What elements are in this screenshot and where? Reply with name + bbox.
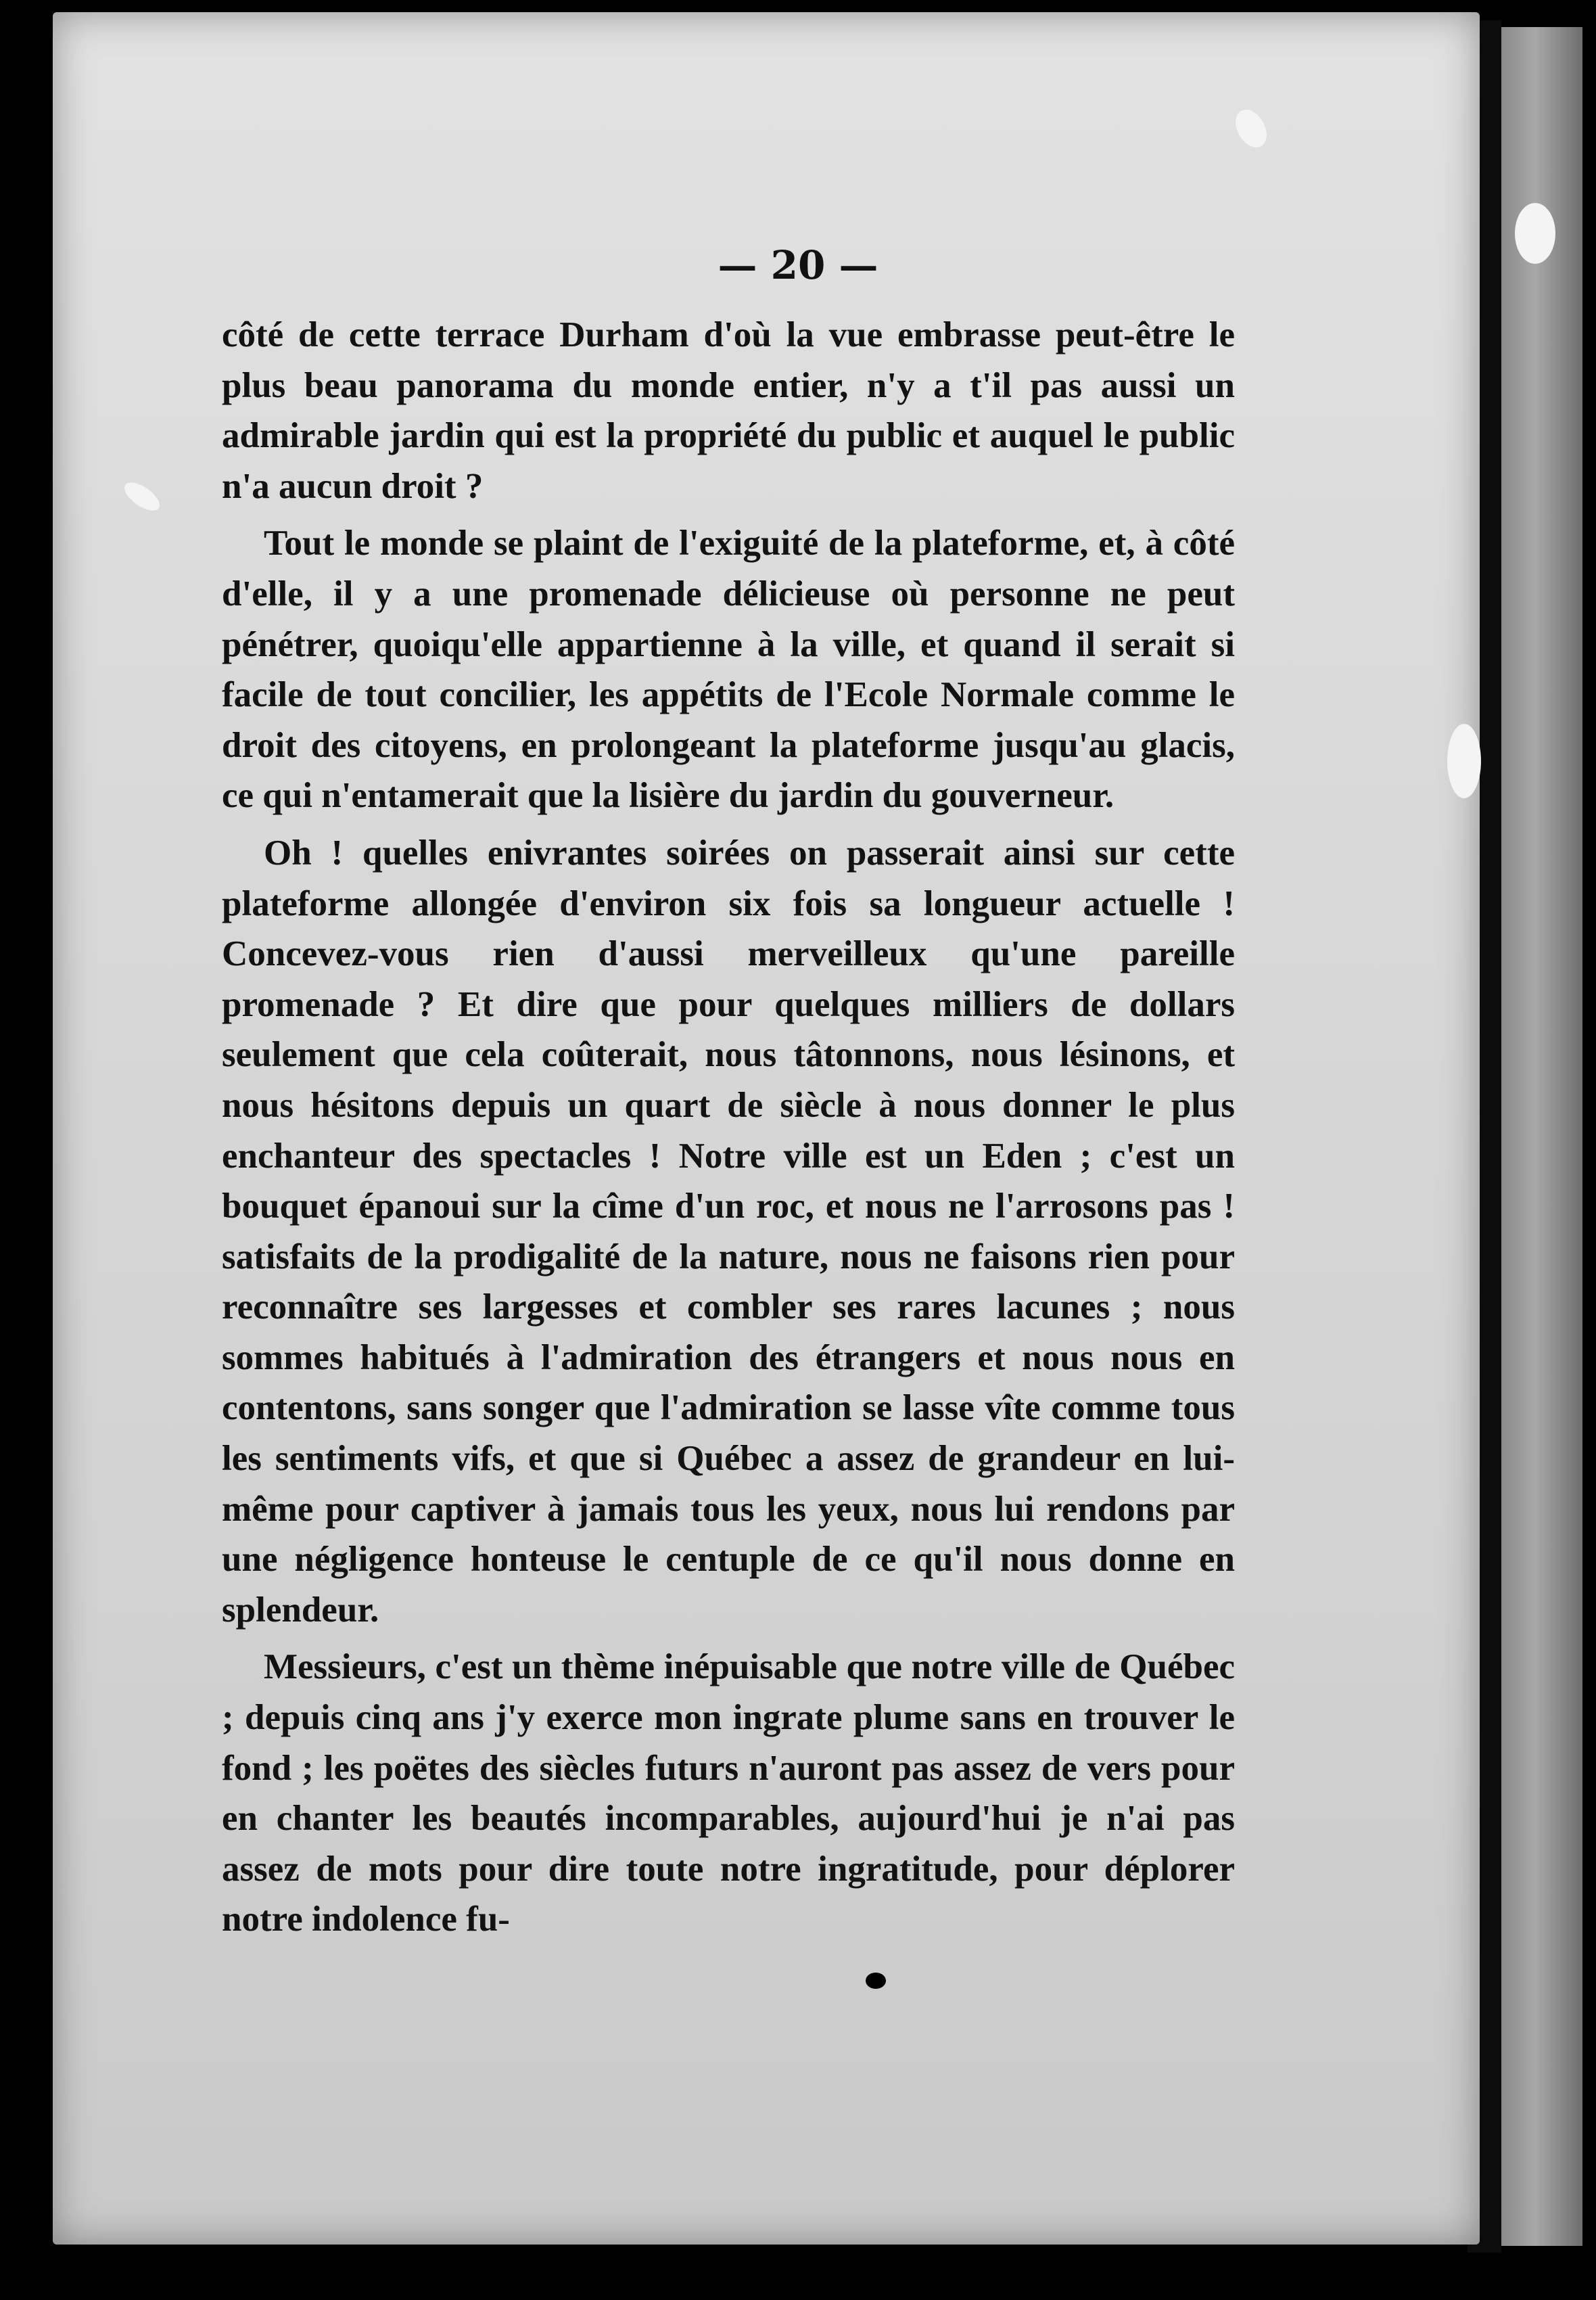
paragraph: Messieurs, c'est un thème inépuisable que notre ville de Québec ; depuis cinq ans j'y exerce mon ingrate plume sans en trouver le fond ; les poëtes des siècles futurs n'auront pas assez de vers pour en chanter les beautés incomparables, aujourd'hui je n'ai pas assez de mots pour dire toute notre ingratitude, pour déplorer notre indolence fu- bbox=[222, 1647, 1235, 1939]
paragraph: Tout le monde se plaint de l'exiguité de la plateforme, et, à côté d'elle, il y a une promenade délicieuse où personne ne peut pénétrer, quoiqu'elle appartienne à la ville, et quand il serait si facile de tout concilier, les appétits de l'Ecole Normale comme le droit des citoyens, en prolongeant la plateforme jusqu'au glacis, ce qui n'entamerait que la lisière du jardin du gouverneur. bbox=[222, 524, 1235, 816]
body-text bbox=[222, 310, 1235, 1952]
ink-blot bbox=[866, 1973, 886, 1989]
paragraph-continuation: côté de cette terrace Durham d'où la vue embrasse peut-être le plus beau panorama du monde entier, n'y a t'il pas aussi un admirable jardin qui est la propriété du public et auquel le public n'a aucun droit ? bbox=[222, 315, 1235, 506]
paragraph: Oh ! quelles enivrantes soirées on passerait ainsi sur cette plateforme allongée d'environ six fois sa longueur actuelle ! Concevez-vous rien d'aussi merveilleux qu'une pareille promenade ? Et dire que pour quelques milliers de dollars seulement que cela coûterait, nous tâtonnons, nous lésinons, et nous hésitons depuis un quart de siècle à nous donner le plus enchanteur des spectacles ! Notre ville est un Eden ; c'est un bouquet épanoui sur la cîme d'un roc, et nous ne l'arrosons pas ! satisfaits de la prodigalité de la nature, nous ne faisons rien pour reconnaître ses largesses et combler ses rares lacunes ; nous sommes habitués à l'admiration des étrangers et nous nous en contentons, sans songer que l'admiration se lasse vîte comme tous les sentiments vifs, et que si Québec a assez de grandeur en lui-même pour captiver à jamais tous les yeux, nous lui rendons par une négligence honteuse le centuple de ce qu'il nous donne en splendeur. bbox=[222, 833, 1235, 1630]
paper-speck bbox=[1447, 724, 1481, 798]
page-number: — 20 — bbox=[718, 242, 878, 288]
next-page-edge bbox=[1488, 27, 1582, 2246]
